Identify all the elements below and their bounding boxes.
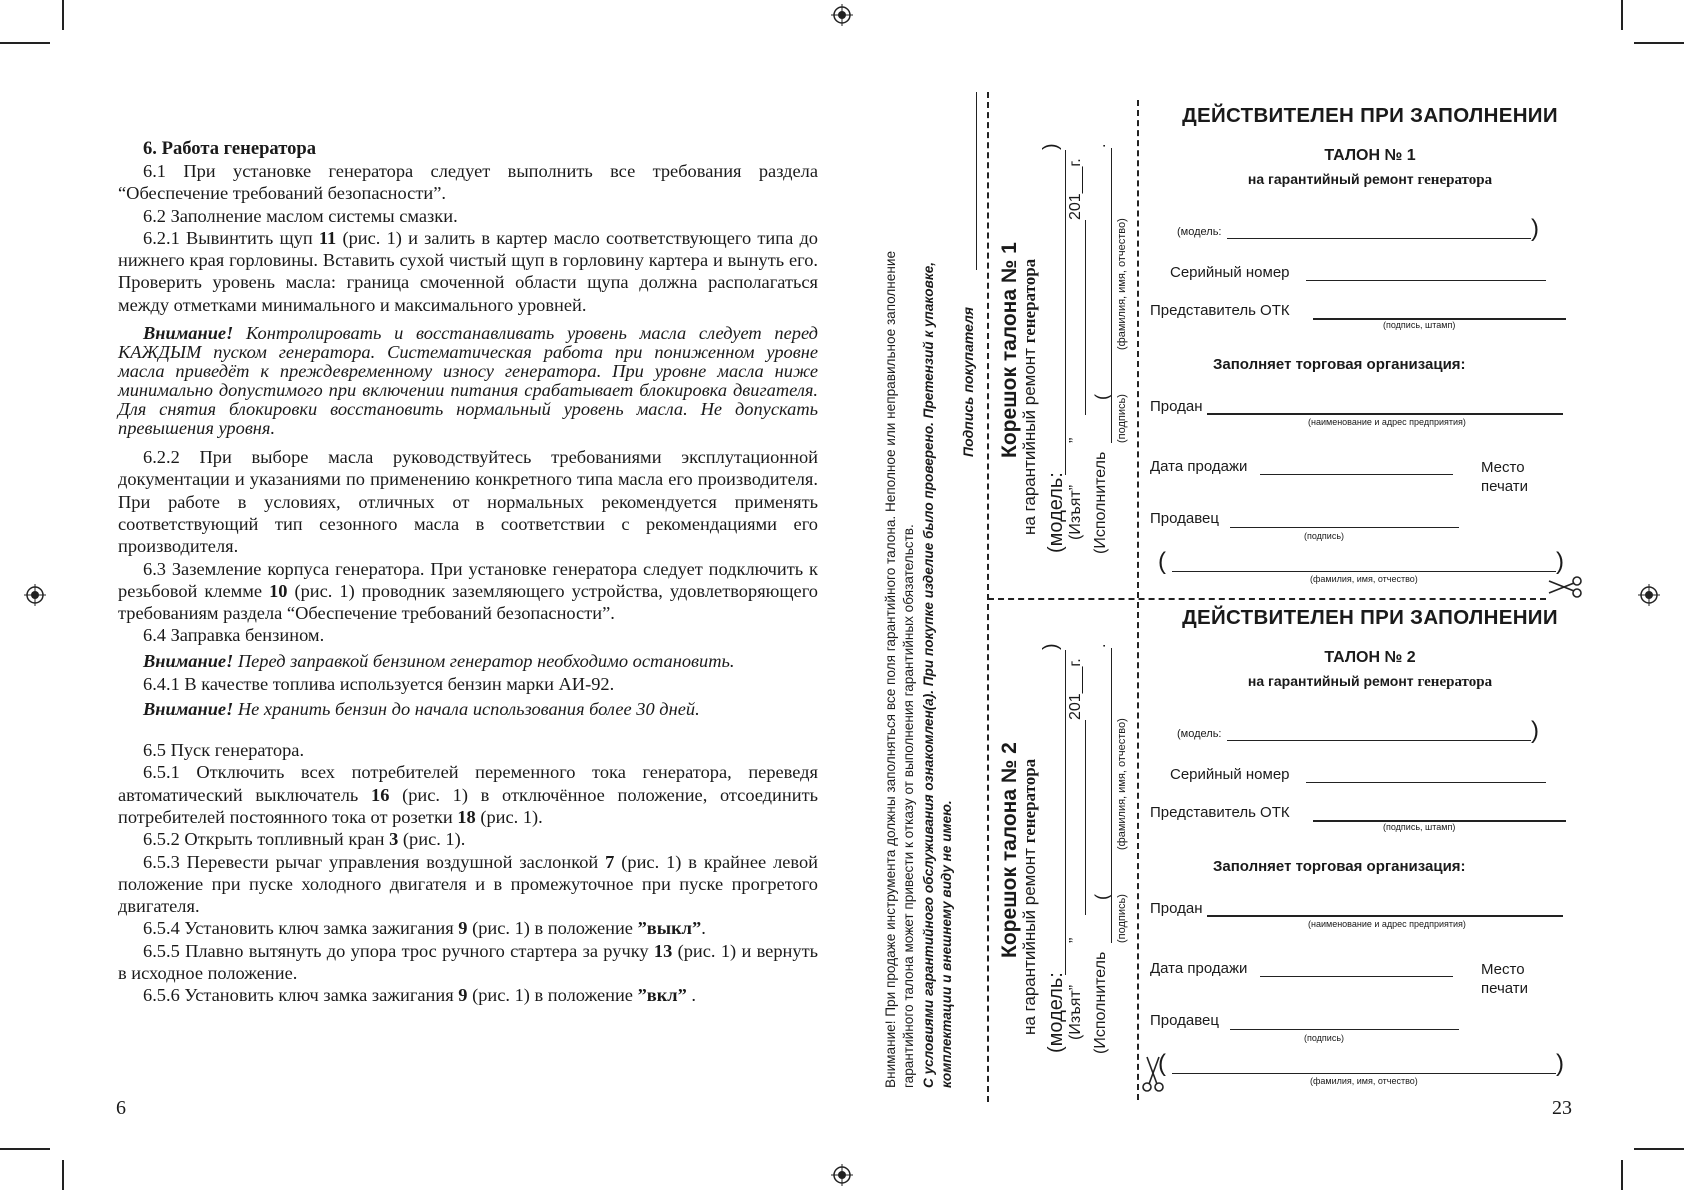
model-label: (модель:	[1177, 728, 1222, 740]
stub-subtitle: на гарантийный ремонт генератора	[1020, 758, 1039, 1035]
sold-hint: (наименование и адрес предприятия)	[1308, 919, 1466, 929]
paragraph: 6.5.6 Установить ключ замка зажигания 9 (рис. 1) в положение ”вкл” .	[143, 985, 697, 1006]
stub-executor-line	[1111, 148, 1112, 443]
paragraph: 6.5 Пуск генератора.	[143, 740, 305, 761]
stub-paren: (	[1092, 894, 1112, 900]
stub-year: 201___г.	[1067, 158, 1084, 220]
coupon-valid-title: ДЕЙСТВИТЕЛЕН ПРИ ЗАПОЛНЕНИИ	[1182, 606, 1558, 629]
buyer-signature-line	[976, 92, 977, 270]
stub-fio-hint: (фамилия, имя, отчество)	[1116, 718, 1128, 850]
serial-label: Серийный номер	[1170, 766, 1290, 783]
paragraph: 6.4 Заправка бензином.	[143, 625, 325, 646]
stub-year: 201___г.	[1067, 658, 1084, 720]
fio-field-line[interactable]	[1172, 1073, 1556, 1074]
paragraph: 6.2.1 Вывинтить щуп 11 (рис. 1) и залить в картер масло соответствующего типа до нижнего края горловины. Вставить сухой чистый щуп в горловину картера и вынуть его. Проверить уровень масла: граница смоченной области щупа должна располагаться между отметками минимального и максимального уровней.	[118, 227, 818, 315]
cut-line-vertical	[1137, 100, 1139, 1100]
fio-hint: (фамилия, имя, отчество)	[1310, 1076, 1418, 1086]
model-field-line[interactable]	[1227, 238, 1531, 239]
warranty-notice-line: гарантийного талона может привести к отказу от выполнения гарантийных обязательств.	[901, 524, 916, 1088]
stub-quote: ”	[1067, 937, 1084, 943]
stub-model-line	[1065, 650, 1066, 975]
paragraph: 6.5.1 Отключить всех потребителей переменного тока генератора, переведя автоматический выключатель 16 (рис. 1) в отключённое положение, отсоединить потребителей постоянного тока от розетки 18 (рис. 1).	[118, 762, 818, 827]
paragraph: 6.5.3 Перевести рычаг управления воздушной заслонкой 7 (рис. 1) в крайнее левой положение при пуске холодного двигателя и в промежуточное при пуске прогретого двигателя.	[118, 851, 819, 917]
registration-mark-icon	[24, 584, 46, 606]
serial-label: Серийный номер	[1170, 264, 1290, 281]
paren-close: )	[1556, 1050, 1564, 1077]
serial-field-line[interactable]	[1306, 280, 1546, 281]
stub-seized-label: (Изъят”	[1067, 484, 1084, 540]
coupon-number: ТАЛОН № 1	[1324, 147, 1416, 164]
sold-field-line[interactable]	[1207, 915, 1563, 917]
seller-hint: (подпись)	[1304, 1033, 1345, 1043]
crop-mark	[1621, 0, 1623, 30]
stub-model-label: (модель:	[1045, 472, 1067, 553]
paren-close: )	[1531, 717, 1539, 744]
stamp-label: печати	[1481, 478, 1529, 495]
stub-model-line	[1065, 150, 1066, 475]
seller-hint: (подпись)	[1304, 531, 1345, 541]
paragraph: 6.5.4 Установить ключ замка зажигания 9 (рис. 1) в положение ”выкл”.	[143, 918, 706, 939]
stub-model-label: (модель:	[1045, 972, 1067, 1053]
otk-label: Представитель ОТК	[1150, 804, 1290, 821]
stub-paren: .	[1092, 143, 1109, 148]
stub-paren: )	[1040, 143, 1062, 150]
paragraph: 6.2.2 При выборе масла руководствуйтесь требованиями эксплутационной документации и указаниями по применению конкретного типа масла его производителя. При работе в условиях, отличных от нормальных рекомендуется применять соответствующий тип сезонного масла в соответствии с рекомендациями его производителя.	[118, 447, 818, 557]
warranty-notice-line: С условиями гарантийного обслуживания ознакомлен(а). При покупке изделие было проверено. Претензий к упаковке,	[921, 261, 936, 1088]
model-field-line[interactable]	[1227, 740, 1531, 741]
warranty-coupon	[1150, 602, 1600, 1092]
warranty-coupon	[1150, 100, 1600, 590]
stub-seized-line	[1085, 220, 1086, 415]
trade-org-label: Заполняет торговая организация:	[1213, 858, 1466, 875]
sale-date-label: Дата продажи	[1150, 960, 1248, 977]
paren-open: (	[1158, 548, 1166, 575]
crop-mark	[0, 1148, 50, 1150]
warning-note: Внимание! Не хранить бензин до начала использования более 30 дней.	[143, 699, 700, 720]
paragraph: 6.5.5 Плавно вытянуть до упора трос ручного стартера за ручку 13 (рис. 1) и вернуть в исходное положение.	[118, 940, 818, 984]
stub-executor-line	[1111, 648, 1112, 943]
registration-mark-icon	[831, 1164, 853, 1186]
stub-title: Корешок талона № 1	[998, 242, 1021, 458]
fio-hint: (фамилия, имя, отчество)	[1310, 574, 1418, 584]
left-page-text	[118, 138, 818, 1007]
stub-signature-hint: (подпись)	[1116, 894, 1128, 943]
model-label: (модель:	[1177, 226, 1222, 238]
crop-mark	[1634, 42, 1684, 44]
stub-seized-line	[1085, 720, 1086, 915]
stub-signature-hint: (подпись)	[1116, 394, 1128, 443]
registration-mark-icon	[831, 4, 853, 26]
sold-label: Продан	[1150, 900, 1203, 917]
stamp-label: Место	[1481, 961, 1525, 978]
sold-label: Продан	[1150, 398, 1203, 415]
fio-field-line[interactable]	[1172, 571, 1556, 572]
buyer-signature-label: Подпись покупателя	[960, 306, 976, 457]
coupon-number: ТАЛОН № 2	[1324, 649, 1416, 666]
paragraph: 6.4.1 В качестве топлива используется бензин марки АИ-92.	[143, 673, 615, 694]
otk-hint: (подпись, штамп)	[1383, 822, 1456, 832]
paren-close: )	[1531, 215, 1539, 242]
serial-field-line[interactable]	[1306, 782, 1546, 783]
stub-executor-label: (Исполнитель	[1092, 451, 1109, 554]
sale-date-field-line[interactable]	[1260, 474, 1453, 475]
crop-mark	[0, 42, 50, 44]
stub-quote: ”	[1067, 437, 1084, 443]
stub-fio-hint: (фамилия, имя, отчество)	[1116, 218, 1128, 350]
sale-date-field-line[interactable]	[1260, 976, 1453, 977]
paragraph: 6.3 Заземление корпуса генератора. При установке генератора следует подключить к резьбовой клемме 10 (рис. 1) проводник заземляющего устройства, удовлетворяющего требованиям раздела “Обеспечение требований безопасности”.	[118, 558, 819, 624]
crop-mark	[62, 1160, 64, 1190]
seller-field-line[interactable]	[1230, 527, 1459, 528]
warning-note: Внимание! Перед заправкой бензином генератор необходимо остановить.	[143, 650, 735, 671]
stub-seized-label: (Изъят”	[1067, 984, 1084, 1040]
sold-hint: (наименование и адрес предприятия)	[1308, 417, 1466, 427]
section-heading: 6. Работа генератора	[143, 138, 317, 159]
cut-line-horizontal	[988, 598, 1546, 600]
coupon-subtitle: на гарантийный ремонт генератора	[1247, 171, 1493, 188]
paren-close: )	[1556, 548, 1564, 575]
otk-hint: (подпись, штамп)	[1383, 320, 1456, 330]
seller-field-line[interactable]	[1230, 1029, 1459, 1030]
seller-label: Продавец	[1150, 510, 1219, 527]
seller-label: Продавец	[1150, 1012, 1219, 1029]
warning-note: Внимание! Контролировать и восстанавливать уровень масла следует перед КАЖДЫМ пуском генератора. Систематическая работа при пониженном уровне масла приведёт к преждевременному износу генератора. При уровне масла ниже минимально допустимого при включении питания срабатывает блокировка двигателя. Для снятия блокировки восстановить нормальный уровень масла. Не допускать превышения уровня.	[118, 323, 818, 439]
crop-mark	[1634, 1148, 1684, 1150]
crop-mark	[1621, 1160, 1623, 1190]
stamp-label: Место	[1481, 459, 1525, 476]
warranty-notice-line: комплектации и внешнему виду не имею.	[939, 800, 954, 1088]
stub-executor-label: (Исполнитель	[1092, 951, 1109, 1054]
paragraph: 6.5.2 Открыть топливный кран 3 (рис. 1).	[143, 829, 466, 850]
stub-paren: (	[1092, 394, 1112, 400]
stub-title: Корешок талона № 2	[998, 742, 1021, 958]
stamp-label: печати	[1481, 980, 1529, 997]
coupon-valid-title: ДЕЙСТВИТЕЛЕН ПРИ ЗАПОЛНЕНИИ	[1182, 104, 1558, 127]
registration-mark-icon	[1638, 584, 1660, 606]
stub-paren: )	[1040, 643, 1062, 650]
warranty-notice-line: Внимание! При продаже инструмента должны заполняться все поля гарантийного талона. Неполное или неправильное заполнение	[883, 250, 898, 1088]
page-number-left: 6	[116, 1097, 126, 1119]
stub-paren: .	[1092, 643, 1109, 648]
page-number-right: 23	[1552, 1097, 1572, 1119]
paragraph: 6.2 Заполнение маслом системы смазки.	[143, 205, 458, 226]
stub-subtitle: на гарантийный ремонт генератора	[1020, 258, 1039, 535]
paren-open: (	[1158, 1050, 1166, 1077]
cut-line-vertical	[987, 92, 989, 1102]
coupon-subtitle: на гарантийный ремонт генератора	[1247, 673, 1493, 690]
sale-date-label: Дата продажи	[1150, 458, 1248, 475]
sold-field-line[interactable]	[1207, 413, 1563, 415]
otk-label: Представитель ОТК	[1150, 302, 1290, 319]
paragraph: 6.1 При установке генератора следует выполнить все требования раздела “Обеспечение требований безопасности”.	[118, 161, 818, 204]
crop-mark	[62, 0, 64, 30]
trade-org-label: Заполняет торговая организация:	[1213, 356, 1466, 373]
